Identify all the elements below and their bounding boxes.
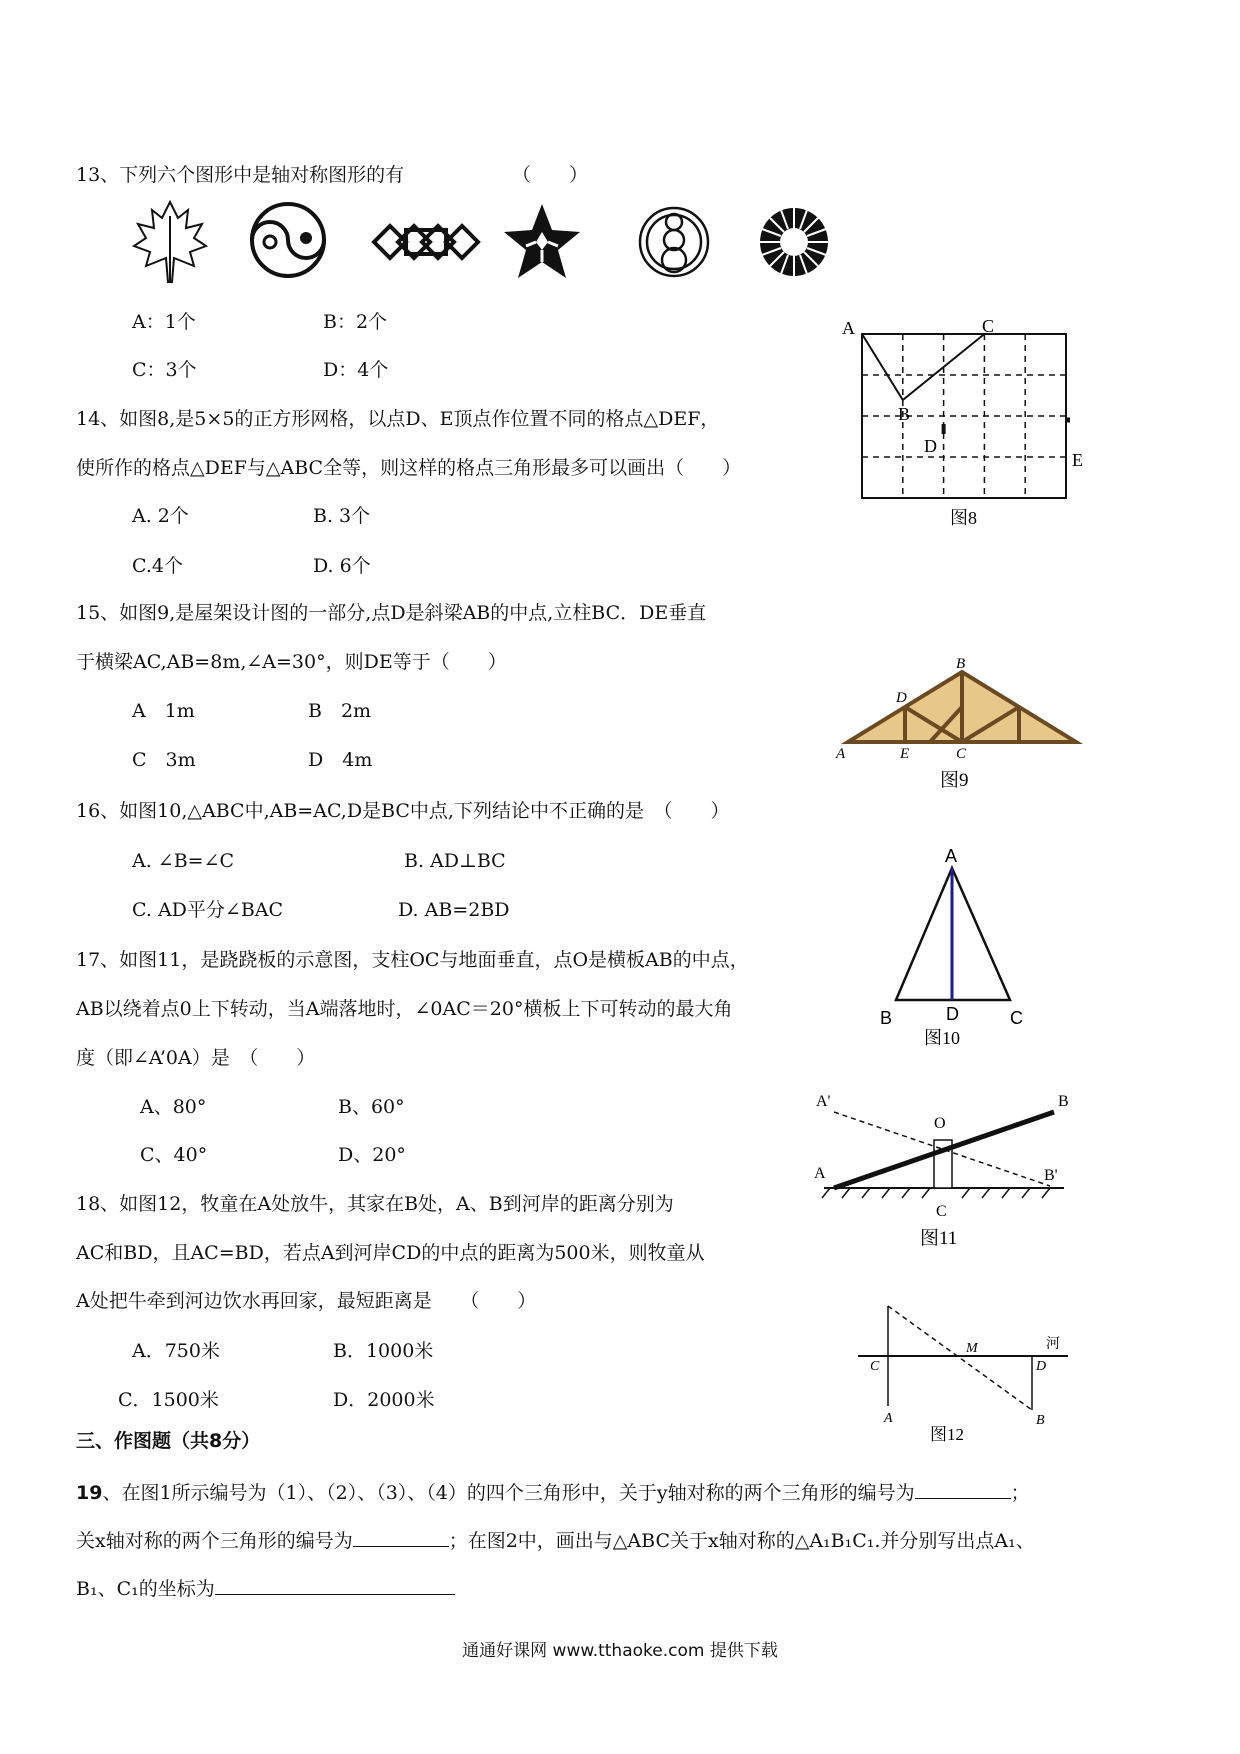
q19-line2-text: 关x轴对称的两个三角形的编号为 (76, 1530, 353, 1552)
q18-option-c: C．1500米 (118, 1389, 219, 1411)
section-3-heading: 三、作图题（共8分） (76, 1430, 261, 1452)
q19-line1-end: ； (1010, 1482, 1030, 1504)
q19-number: 19 (76, 1482, 103, 1504)
figure-12 (846, 1294, 1076, 1444)
figure-10 (860, 840, 1050, 1050)
fig11-label-c: C (936, 1203, 947, 1220)
fig12-label-c: C (870, 1359, 880, 1374)
q18-option-d: D．2000米 (333, 1389, 435, 1411)
q16-option-d: D. AB=2BD (398, 899, 510, 921)
fig9-label-b: B (956, 656, 966, 672)
concentric-circles-icon (640, 208, 708, 276)
fig10-label-d: D (946, 1004, 959, 1024)
q18-line3: A处把牛牵到河边饮水再回家，最短距离是 （ ） (76, 1290, 537, 1312)
fig8-label-d: D (924, 436, 937, 456)
q18-option-b: B．1000米 (333, 1340, 434, 1362)
q15-option-d: D 4m (308, 749, 373, 771)
fig9-label-e: E (900, 746, 910, 762)
q15-option-a: A 1m (132, 700, 195, 722)
yin-yang-icon (252, 204, 324, 276)
fig10-caption: 图10 (924, 1028, 960, 1048)
figure-9 (830, 652, 1080, 792)
q15-line2: 于横梁AC,AB=8m,∠A=30°，则DE等于（ ） (76, 651, 507, 673)
q14-line1: 14、如图8,是5×5的正方形网格，以点D、E顶点作位置不同的格点△DEF， (76, 408, 720, 430)
footer: 通通好课网 www.tthaoke.com 提供下载 (462, 1641, 778, 1661)
fig12-label-a: A (884, 1411, 893, 1426)
q15-option-b: B 2m (308, 700, 372, 722)
q13-option-a: A：1个 (132, 311, 196, 333)
fig11-label-a: A (814, 1165, 826, 1182)
q13-option-b: B：2个 (323, 311, 388, 333)
fig11-caption: 图11 (920, 1228, 958, 1249)
q16-option-c: C. AD平分∠BAC (132, 899, 284, 921)
q14-option-c: C.4个 (132, 555, 183, 577)
q19-line1 (76, 1480, 1030, 1503)
figure-11 (810, 1092, 1100, 1252)
fig8-label-b: B (898, 404, 911, 424)
q17-option-c: C、40° (140, 1144, 208, 1166)
q19-blank-3[interactable] (215, 1576, 455, 1595)
q18-line2: AC和BD，且AC=BD，若点A到河岸CD的中点的距离为500米，则牧童从 (76, 1242, 705, 1264)
q19-line3 (76, 1576, 455, 1599)
q19-line3-text: B₁、C₁的坐标为 (76, 1578, 215, 1600)
q17-line2: AB以绕着点0上下转动，当A端落地时，∠0AC＝20°横板上下可转动的最大角 (76, 998, 733, 1020)
fig9-caption: 图9 (940, 770, 969, 791)
fig9-label-a: A (836, 746, 846, 762)
maple-leaf-icon (134, 202, 206, 282)
fig10-label-a: A (945, 846, 958, 866)
q19-blank-2[interactable] (353, 1528, 449, 1547)
fig9-label-c: C (956, 746, 967, 762)
figure-8 (840, 316, 1083, 536)
knot-icon (374, 226, 478, 258)
q18-line1: 18、如图12，牧童在A处放牛，其家在B处，A、B到河岸的距离分别为 (76, 1193, 674, 1215)
fig8-caption: 图8 (950, 508, 977, 528)
q17-line3: 度（即∠A’0A）是 （ ） (76, 1047, 316, 1069)
q19-line2 (76, 1528, 1035, 1551)
fig11-label-a-prime: A' (816, 1093, 831, 1110)
sunburst-icon (760, 208, 828, 276)
q14-option-a: A. 2个 (132, 505, 189, 527)
fig8-label-c: C (982, 316, 995, 336)
fig11-label-b-prime: B' (1044, 1167, 1058, 1184)
q13-option-d: D：4个 (323, 359, 389, 381)
q19-line1-text: 、在图1所示编号为（1）、（2）、（3）、（4）的四个三角形中，关于y轴对称的两个三角形的编号为 (102, 1482, 915, 1504)
q15-option-c: C 3m (132, 749, 196, 771)
q16-line1: 16、如图10,△ABC中,AB=AC,D是BC中点,下列结论中不正确的是 （ ） (76, 800, 730, 822)
q13-option-c: C：3个 (132, 359, 197, 381)
q14-option-d: D. 6个 (313, 555, 371, 577)
fig10-label-c: C (1010, 1008, 1023, 1028)
q14-option-b: B. 3个 (313, 505, 371, 527)
q15-line1: 15、如图9,是屋架设计图的一部分,点D是斜梁AB的中点,立柱BC．DE垂直 (76, 602, 707, 624)
fig9-label-d: D (896, 690, 907, 706)
fig12-label-m: M (966, 1341, 978, 1356)
q17-line1: 17、如图11，是跷跷板的示意图，支柱OC与地面垂直，点O是横板AB的中点， (76, 949, 749, 971)
fig8-label-a: A (842, 318, 855, 338)
fig12-label-river: 河 (1046, 1337, 1060, 1352)
q17-option-b: B、60° (338, 1096, 405, 1118)
fig11-label-b: B (1058, 1093, 1069, 1110)
q19-line2-mid: ；在图2中，画出与△ABC关于x轴对称的△A₁B₁C₁.并分别写出点A₁、 (448, 1530, 1035, 1552)
fig11-label-o: O (934, 1115, 946, 1132)
q13-figures (130, 196, 850, 288)
q16-option-b: B. AD⊥BC (404, 850, 506, 872)
q19-blank-1[interactable] (915, 1480, 1011, 1499)
q14-line2: 使所作的格点△DEF与△ABC全等，则这样的格点三角形最多可以画出（ ） (76, 457, 742, 479)
fig12-label-d: D (1036, 1359, 1047, 1374)
q17-option-d: D、20° (338, 1144, 406, 1166)
q16-option-a: A. ∠B=∠C (132, 850, 235, 872)
fig10-label-b: B (880, 1008, 893, 1028)
fig12-label-b: B (1036, 1413, 1045, 1428)
q13-paren: （ ） (512, 164, 589, 186)
fig12-caption: 图12 (930, 1425, 964, 1444)
q18-option-a: A．750米 (132, 1340, 220, 1362)
q13-stem: 13、下列六个图形中是轴对称图形的有 (76, 164, 405, 186)
star-icon (504, 204, 580, 278)
fig8-label-e: E (1072, 450, 1083, 470)
q17-option-a: A、80° (140, 1096, 207, 1118)
